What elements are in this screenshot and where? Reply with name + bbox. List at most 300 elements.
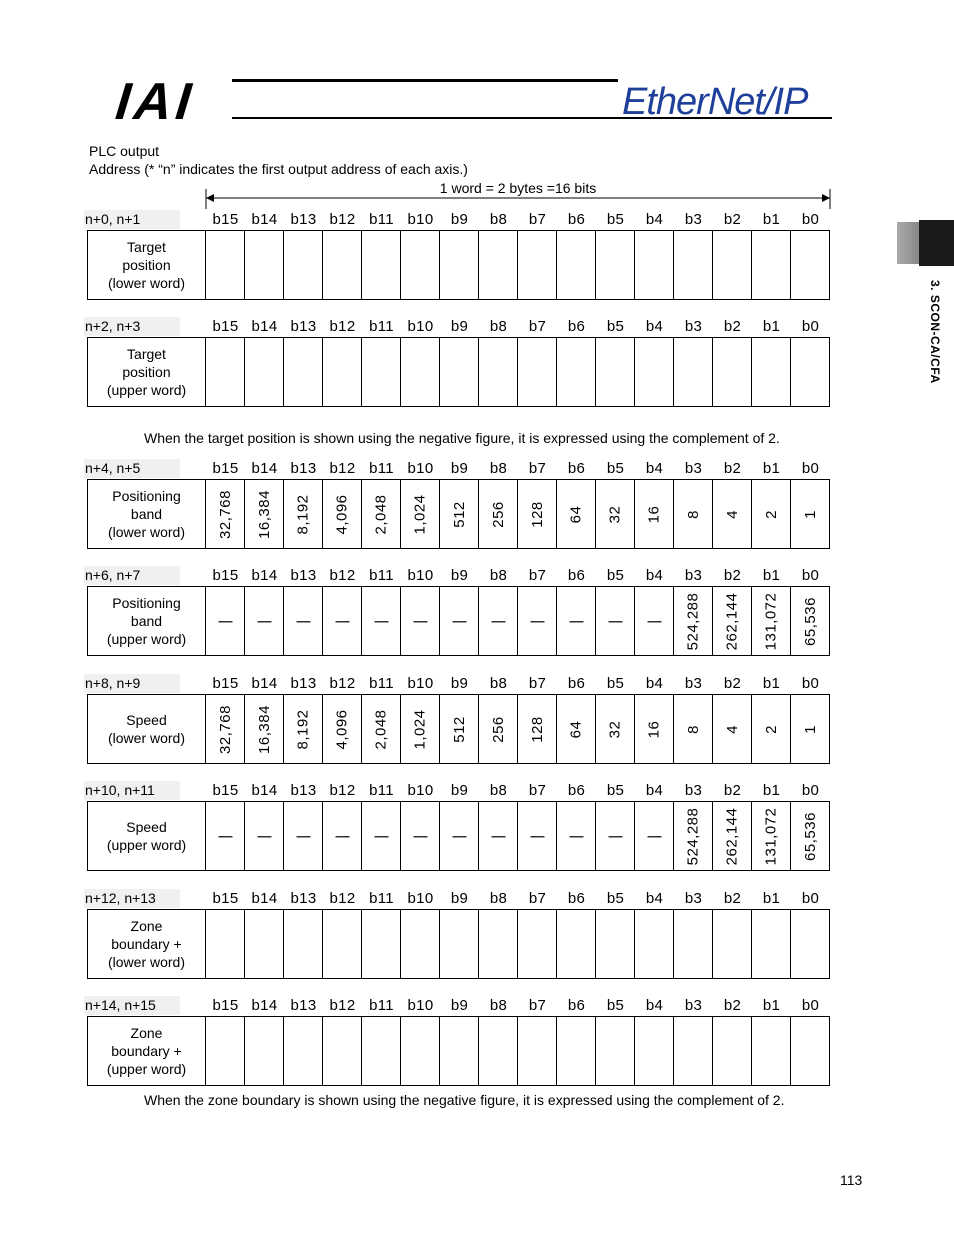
bit-weight: 1,024 [411, 708, 429, 750]
bit-weight: | [489, 833, 507, 839]
bit-label: b12 [329, 890, 356, 907]
bit-label: b4 [645, 211, 664, 228]
register-row [87, 230, 830, 300]
bit-weight: 64 [567, 720, 585, 738]
register-row [87, 479, 830, 549]
bit-cell [791, 338, 830, 406]
register-row [87, 337, 830, 407]
bit-label: b1 [762, 567, 781, 584]
bit-cell [557, 587, 596, 655]
bit-label: b10 [407, 318, 434, 335]
bit-weight: 32,768 [216, 489, 234, 539]
bit-cell [479, 231, 518, 299]
bit-label: b5 [606, 675, 625, 692]
bit-cell [323, 231, 362, 299]
bit-label: b5 [606, 211, 625, 228]
bit-weight: 32 [606, 720, 624, 738]
bit-label: b7 [528, 997, 547, 1014]
bit-cell [362, 480, 401, 548]
bit-cell [713, 338, 752, 406]
register-block [84, 674, 834, 794]
bit-weight: 65,536 [802, 596, 820, 646]
bit-label: b6 [567, 997, 586, 1014]
bit-cell [245, 338, 284, 406]
bit-cell [674, 231, 713, 299]
register-block [84, 459, 834, 579]
bit-cell [245, 587, 284, 655]
bit-cell [635, 695, 674, 763]
bit-cell [362, 1017, 401, 1085]
bit-cell [206, 802, 245, 870]
bit-cell [596, 1017, 635, 1085]
bit-cell [518, 338, 557, 406]
bit-label: b5 [606, 567, 625, 584]
bit-cell [791, 695, 830, 763]
bit-weight: 256 [489, 715, 507, 743]
bit-label: b10 [407, 567, 434, 584]
plc-output-heading: PLC output [89, 143, 160, 159]
bit-label: b8 [489, 211, 508, 228]
bit-label: b6 [567, 675, 586, 692]
bit-cell [362, 231, 401, 299]
word-span-arrow [204, 189, 832, 209]
bit-cell [518, 587, 557, 655]
iai-logo: IAI [112, 73, 198, 131]
bit-cell [752, 802, 791, 870]
bit-label: b1 [762, 890, 781, 907]
bit-label: b2 [723, 211, 742, 228]
bit-label: b13 [290, 318, 317, 335]
bit-weight: 16,384 [255, 704, 273, 754]
bit-label: b8 [489, 460, 508, 477]
bit-cell [791, 802, 830, 870]
bit-label: b14 [251, 782, 278, 799]
bit-label: b15 [212, 890, 239, 907]
register-block [84, 566, 834, 686]
bit-label: b0 [801, 675, 820, 692]
register-address: n+6, n+7 [84, 566, 180, 585]
bit-label: b3 [684, 567, 703, 584]
register-address: n+14, n+15 [84, 996, 180, 1015]
bit-cell [596, 587, 635, 655]
bit-weight: 2,048 [372, 708, 390, 750]
bit-weight: | [567, 833, 585, 839]
bit-cell [440, 1017, 479, 1085]
bit-label: b10 [407, 211, 434, 228]
bit-label: b12 [329, 675, 356, 692]
side-tab-block [919, 220, 954, 266]
bit-label: b8 [489, 997, 508, 1014]
bit-cell [674, 338, 713, 406]
bit-label: b9 [450, 890, 469, 907]
bit-label: b8 [489, 318, 508, 335]
bit-weight: 65,536 [802, 811, 820, 861]
bit-cell [635, 338, 674, 406]
bit-label: b3 [684, 997, 703, 1014]
bit-weight: 2 [762, 509, 780, 519]
bit-label: b3 [684, 211, 703, 228]
bit-cell [440, 802, 479, 870]
bit-weight: 8 [684, 509, 702, 519]
bit-label: b14 [251, 567, 278, 584]
bit-cell [752, 910, 791, 978]
bit-weight: 32 [606, 505, 624, 523]
bit-label: b6 [567, 460, 586, 477]
bit-weight: 262,144 [723, 807, 741, 865]
register-row [87, 909, 830, 979]
bit-cell [791, 587, 830, 655]
bit-label: b2 [723, 567, 742, 584]
bit-cell [284, 1017, 323, 1085]
bit-label: b10 [407, 890, 434, 907]
bit-label: b1 [762, 318, 781, 335]
bit-cell [440, 338, 479, 406]
bit-weight: 2 [762, 724, 780, 734]
bit-cell [596, 695, 635, 763]
bit-cell [557, 231, 596, 299]
bit-cell [791, 231, 830, 299]
bit-label: b4 [645, 567, 664, 584]
bit-weight: 131,072 [762, 807, 780, 865]
bit-cell [518, 231, 557, 299]
bit-cell [674, 910, 713, 978]
bit-label: b13 [290, 675, 317, 692]
bit-cell [713, 587, 752, 655]
bit-label: b13 [290, 567, 317, 584]
bit-cell [323, 1017, 362, 1085]
bit-label: b10 [407, 782, 434, 799]
bit-weight: 4 [723, 509, 741, 519]
register-address: n+8, n+9 [84, 674, 180, 693]
word-span-label: 1 word = 2 bytes =16 bits [439, 180, 597, 196]
bit-label: b8 [489, 782, 508, 799]
bit-cell [284, 802, 323, 870]
bit-label: b1 [762, 675, 781, 692]
bit-label: b7 [528, 675, 547, 692]
bit-label: b9 [450, 997, 469, 1014]
bit-label: b6 [567, 567, 586, 584]
bit-cell [479, 695, 518, 763]
bit-label: b3 [684, 782, 703, 799]
bit-cell [401, 1017, 440, 1085]
bit-label: b4 [645, 782, 664, 799]
bit-label: b11 [369, 460, 394, 477]
bit-weight: 1,024 [411, 493, 429, 535]
bit-weight: | [411, 618, 429, 624]
bit-weight: 256 [489, 500, 507, 528]
bit-weight: 16 [645, 720, 663, 738]
bit-label: b9 [450, 318, 469, 335]
bit-label: b2 [723, 782, 742, 799]
bit-weight: | [255, 833, 273, 839]
side-chapter-label: 3. SCON-CA/CFA [928, 280, 942, 384]
register-name: Speed (upper word) [88, 802, 206, 870]
bit-label: b15 [212, 675, 239, 692]
bit-label: b13 [290, 211, 317, 228]
bit-label: b3 [684, 318, 703, 335]
register-name: Zone boundary + (upper word) [88, 1017, 206, 1085]
bit-cell [635, 802, 674, 870]
bit-label: b7 [528, 567, 547, 584]
bit-cell [635, 231, 674, 299]
bit-cell [518, 1017, 557, 1085]
bit-label: b12 [329, 567, 356, 584]
header-rule-top [232, 79, 618, 82]
bit-cell [401, 480, 440, 548]
bit-cell [557, 695, 596, 763]
bit-weight: 2,048 [372, 493, 390, 535]
register-address: n+4, n+5 [84, 459, 180, 478]
bit-label: b7 [528, 460, 547, 477]
bit-label: b0 [801, 318, 820, 335]
bit-cell [206, 231, 245, 299]
bit-cell [323, 910, 362, 978]
bit-label: b0 [801, 567, 820, 584]
bit-label: b9 [450, 782, 469, 799]
bit-weight: | [255, 618, 273, 624]
bit-cell [440, 910, 479, 978]
bit-label: b14 [251, 997, 278, 1014]
bit-label: b5 [606, 318, 625, 335]
bit-cell [245, 480, 284, 548]
bit-cell [401, 231, 440, 299]
bit-cell [245, 231, 284, 299]
bit-label: b11 [369, 211, 394, 228]
bit-label: b5 [606, 890, 625, 907]
register-address: n+0, n+1 [84, 210, 180, 229]
bit-label: b11 [369, 782, 394, 799]
register-name: Speed (lower word) [88, 695, 206, 763]
bit-cell [713, 695, 752, 763]
register-block [84, 889, 834, 1009]
bit-cell [323, 480, 362, 548]
bit-cell [206, 695, 245, 763]
bit-cell [245, 802, 284, 870]
bit-cell [752, 1017, 791, 1085]
bit-cell [206, 587, 245, 655]
ethernet-ip-brand: EtherNet/IP [622, 81, 808, 123]
bit-weight: 8,192 [294, 493, 312, 535]
bit-cell [245, 695, 284, 763]
bit-label: b10 [407, 675, 434, 692]
bit-cell [479, 587, 518, 655]
bit-label: b8 [489, 890, 508, 907]
bit-label: b14 [251, 890, 278, 907]
bit-label: b12 [329, 318, 356, 335]
bit-label: b6 [567, 211, 586, 228]
bit-cell [674, 802, 713, 870]
zone-boundary-note: When the zone boundary is shown using the negative figure, it is expressed using the complement of 2. [144, 1092, 785, 1108]
bit-label: b11 [369, 890, 394, 907]
bit-cell [791, 480, 830, 548]
bit-weight: | [216, 833, 234, 839]
bit-label: b6 [567, 782, 586, 799]
bit-cell [674, 587, 713, 655]
bit-weight: | [645, 833, 663, 839]
bit-label: b12 [329, 997, 356, 1014]
bit-label: b13 [290, 997, 317, 1014]
bit-weight: | [528, 618, 546, 624]
bit-label: b9 [450, 675, 469, 692]
bit-weight: | [567, 618, 585, 624]
bit-cell [518, 695, 557, 763]
bit-label: b2 [723, 890, 742, 907]
bit-weight: 32,768 [216, 704, 234, 754]
bit-weight: | [450, 618, 468, 624]
bit-weight: 64 [567, 505, 585, 523]
bit-weight: | [333, 618, 351, 624]
bit-weight: | [216, 618, 234, 624]
bit-cell [323, 695, 362, 763]
bit-cell [401, 338, 440, 406]
bit-label: b15 [212, 997, 239, 1014]
bit-weight: 8 [684, 724, 702, 734]
bit-cell [284, 338, 323, 406]
bit-label: b12 [329, 460, 356, 477]
bit-label: b1 [762, 211, 781, 228]
bit-cell [362, 695, 401, 763]
bit-cell [284, 587, 323, 655]
bit-label: b0 [801, 890, 820, 907]
bit-cell [674, 1017, 713, 1085]
bit-weight: | [645, 618, 663, 624]
bit-label: b12 [329, 211, 356, 228]
bit-label: b0 [801, 211, 820, 228]
bit-weight: 4 [723, 724, 741, 734]
page-number: 113 [840, 1172, 863, 1188]
bit-label: b7 [528, 318, 547, 335]
bit-cell [323, 587, 362, 655]
bit-label: b7 [528, 890, 547, 907]
address-note: Address (* “n” indicates the first output address of each axis.) [89, 161, 468, 177]
bit-label: b2 [723, 318, 742, 335]
bit-label: b1 [762, 460, 781, 477]
bit-label: b1 [762, 997, 781, 1014]
bit-cell [362, 587, 401, 655]
bit-cell [635, 910, 674, 978]
bit-cell [713, 1017, 752, 1085]
bit-label: b9 [450, 567, 469, 584]
bit-weight: 524,288 [684, 592, 702, 650]
bit-cell [674, 480, 713, 548]
bit-label: b8 [489, 567, 508, 584]
bit-cell [752, 231, 791, 299]
bit-label: b0 [801, 997, 820, 1014]
bit-label: b4 [645, 318, 664, 335]
bit-cell [479, 1017, 518, 1085]
bit-label: b6 [567, 318, 586, 335]
bit-label: b14 [251, 460, 278, 477]
bit-weight: 128 [528, 500, 546, 528]
bit-cell [557, 910, 596, 978]
bit-weight: 1 [802, 724, 819, 734]
bit-label: b7 [528, 211, 547, 228]
bit-cell [557, 802, 596, 870]
bit-cell [596, 910, 635, 978]
bit-cell [752, 695, 791, 763]
bit-cell [479, 338, 518, 406]
bit-cell [674, 695, 713, 763]
register-row [87, 694, 830, 764]
bit-weight: 1 [802, 509, 819, 519]
bit-label: b3 [684, 460, 703, 477]
register-name: Target position (upper word) [88, 338, 206, 406]
bit-cell [362, 910, 401, 978]
bit-weight: | [411, 833, 429, 839]
bit-cell [713, 910, 752, 978]
register-row [87, 801, 830, 871]
bit-weight: 524,288 [684, 807, 702, 865]
bit-label: b13 [290, 890, 317, 907]
bit-cell [518, 910, 557, 978]
bit-label: b11 [369, 997, 394, 1014]
bit-cell [440, 480, 479, 548]
bit-cell [440, 231, 479, 299]
register-name: Positioning band (lower word) [88, 480, 206, 548]
bit-cell [284, 231, 323, 299]
bit-label: b3 [684, 890, 703, 907]
bit-cell [518, 480, 557, 548]
side-tab-marker [897, 222, 919, 264]
bit-cell [557, 338, 596, 406]
bit-weight: 16,384 [255, 489, 273, 539]
bit-cell [401, 587, 440, 655]
bit-label: b15 [212, 782, 239, 799]
bit-weight: 4,096 [333, 493, 351, 535]
bit-cell [713, 802, 752, 870]
bit-cell [401, 910, 440, 978]
bit-cell [752, 587, 791, 655]
bit-label: b14 [251, 318, 278, 335]
bit-label: b13 [290, 460, 317, 477]
bit-cell [557, 1017, 596, 1085]
bit-cell [596, 338, 635, 406]
bit-label: b5 [606, 782, 625, 799]
register-address: n+2, n+3 [84, 317, 180, 336]
bit-label: b14 [251, 211, 278, 228]
bit-cell [713, 480, 752, 548]
bit-cell [206, 910, 245, 978]
bit-cell [284, 480, 323, 548]
bit-label: b9 [450, 211, 469, 228]
bit-label: b2 [723, 460, 742, 477]
bit-weight: | [372, 618, 390, 624]
bit-label: b11 [369, 675, 394, 692]
bit-label: b3 [684, 675, 703, 692]
register-name: Zone boundary + (lower word) [88, 910, 206, 978]
register-address: n+12, n+13 [84, 889, 180, 908]
bit-weight: | [606, 833, 624, 839]
bit-cell [284, 910, 323, 978]
bit-label: b4 [645, 890, 664, 907]
bit-weight: | [294, 618, 312, 624]
bit-weight: | [333, 833, 351, 839]
bit-label: b15 [212, 567, 239, 584]
bit-cell [245, 1017, 284, 1085]
bit-cell [596, 802, 635, 870]
bit-label: b15 [212, 318, 239, 335]
bit-cell [479, 910, 518, 978]
target-position-note: When the target position is shown using the negative figure, it is expressed using the complement of 2. [144, 430, 780, 446]
bit-label: b4 [645, 675, 664, 692]
bit-label: b6 [567, 890, 586, 907]
bit-cell [245, 910, 284, 978]
register-name: Target position (lower word) [88, 231, 206, 299]
bit-label: b12 [329, 782, 356, 799]
bit-weight: 262,144 [723, 592, 741, 650]
bit-label: b4 [645, 997, 664, 1014]
bit-cell [596, 231, 635, 299]
